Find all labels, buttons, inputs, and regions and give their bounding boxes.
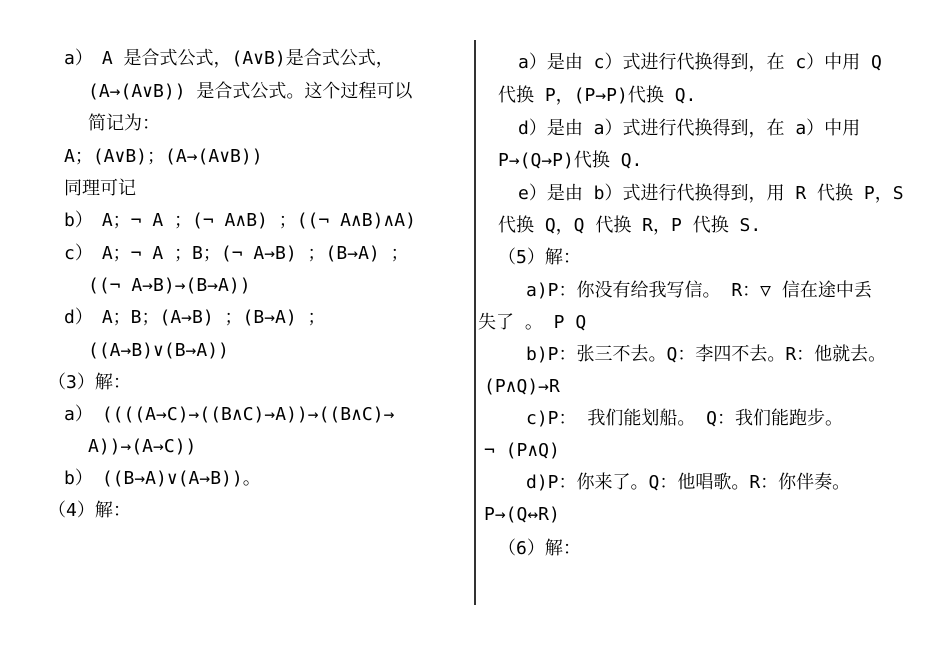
right-line-16: （6）解： — [498, 538, 581, 559]
right-line-9: 失了 。 P Q — [478, 312, 587, 333]
left-line-8: ((¬ A→B)→(B→A)) — [88, 275, 251, 296]
left-line-14: b） ((B→A)∨(A→B))。 — [64, 468, 261, 489]
left-line-6: b） A；¬ A ；(¬ A∧B) ；((¬ A∧B)∧A) — [64, 210, 416, 231]
right-line-7: （5）解： — [498, 247, 581, 268]
right-line-1: a）是由 c）式进行代换得到，在 c）中用 Q — [518, 52, 882, 73]
left-line-10: ((A→B)∨(B→A)) — [88, 340, 229, 361]
left-line-2: (A→(A∨B)) 是合式公式。这个过程可以 — [88, 81, 413, 102]
left-line-9: d） A；B；(A→B) ；(B→A) ； — [64, 307, 326, 328]
right-line-14: d)P：你来了。Q：他唱歌。R：你伴奏。 — [526, 472, 851, 493]
left-line-13: A))→(A→C)) — [88, 436, 197, 457]
left-line-3: 简记为： — [88, 113, 160, 134]
left-line-15: （4）解： — [48, 500, 131, 521]
right-line-11: (P∧Q)→R — [484, 376, 560, 397]
right-line-10: b)P：张三不去。Q：李四不去。R：他就去。 — [526, 344, 887, 365]
right-line-6: 代换 Q，Q 代换 R，P 代换 S. — [498, 215, 762, 236]
right-line-8: a)P：你没有给我写信。 R：▽ 信在途中丢 — [526, 280, 872, 301]
right-line-13: ¬ (P∧Q) — [484, 440, 560, 461]
left-line-5: 同理可记 — [64, 178, 136, 199]
left-line-4: A；(A∨B)；(A→(A∨B)) — [64, 146, 263, 167]
left-line-7: c） A；¬ A ；B；(¬ A→B) ；(B→A) ； — [64, 243, 409, 264]
right-line-15: P→(Q↔R) — [484, 504, 560, 525]
left-line-11: （3）解： — [48, 372, 131, 393]
left-line-12: a） ((((A→C)→((B∧C)→A))→((B∧C)→ — [64, 404, 395, 425]
column-divider — [474, 40, 476, 605]
left-line-1: a） A 是合式公式，(A∨B)是合式公式， — [64, 48, 394, 69]
right-line-2: 代换 P，(P→P)代换 Q. — [498, 85, 697, 106]
right-line-5: e）是由 b）式进行代换得到，用 R 代换 P，S — [518, 183, 904, 204]
right-line-12: c)P： 我们能划船。 Q：我们能跑步。 — [526, 408, 844, 429]
right-line-4: P→(Q→P)代换 Q. — [498, 150, 643, 171]
right-line-3: d）是由 a）式进行代换得到，在 a）中用 — [518, 118, 861, 139]
